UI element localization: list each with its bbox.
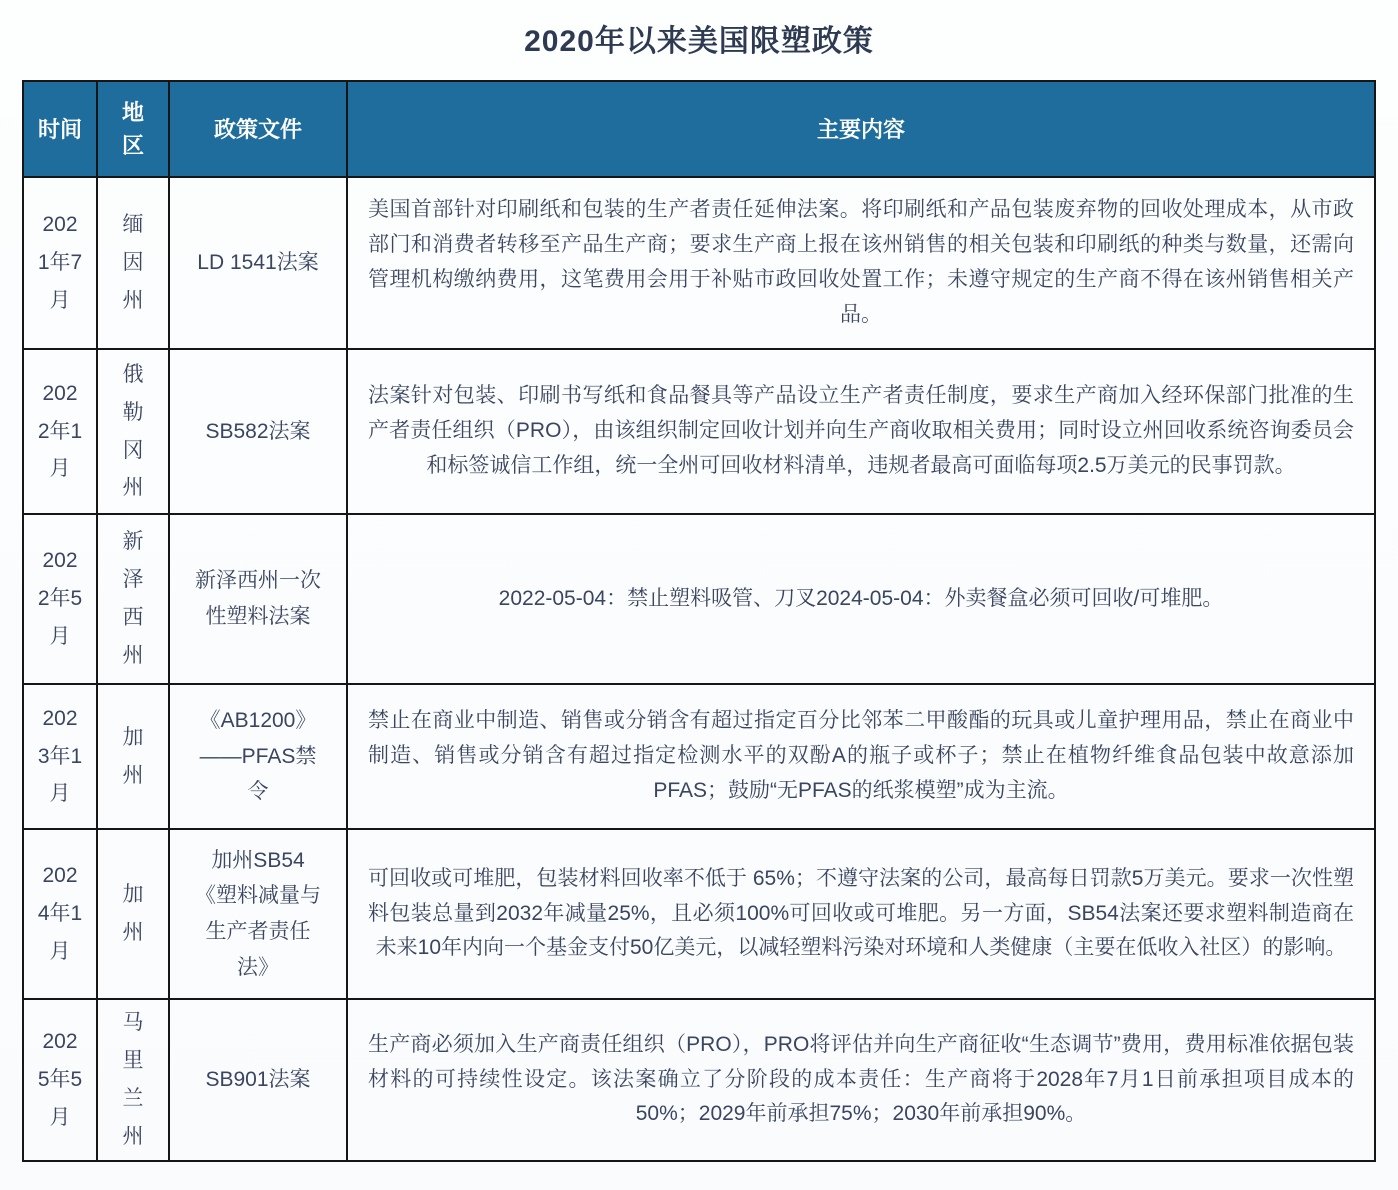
table-row <box>23 514 1375 684</box>
policy-cell: 加州SB54《塑料减量与生产者责任法》 <box>169 829 347 999</box>
header-row <box>23 81 1375 177</box>
policy-cell: SB582法案 <box>169 349 347 514</box>
time-cell: 2025年5月 <box>23 999 97 1161</box>
region-cell: 加州 <box>97 684 169 829</box>
table-row <box>23 999 1375 1161</box>
region-cell: 马里兰州 <box>97 999 169 1161</box>
region-cell: 俄勒冈州 <box>97 349 169 514</box>
table-row <box>23 684 1375 829</box>
policy-cell: 新泽西州一次性塑料法案 <box>169 514 347 684</box>
content-cell: 生产商必须加入生产商责任组织（PRO），PRO将评估并向生产商征收“生态调节”费用，费用标准依据包装材料的可持续性设定。该法案确立了分阶段的成本责任：生产商将于2028年7月1日前承担项目成本的50%；2029年前承担75%；2030年前承担90%。 <box>347 999 1375 1161</box>
content-cell: 可回收或可堆肥，包装材料回收率不低于 65%；不遵守法案的公司，最高每日罚款5万美元。要求一次性塑料包装总量到2032年减量25%，且必须100%可回收或可堆肥。另一方面，SB54法案还要求塑料制造商在未来10年内向一个基金支付50亿美元，以减轻塑料污染对环境和人类健康（主要在低收入社区）的影响。 <box>347 829 1375 999</box>
time-cell: 2023年1月 <box>23 684 97 829</box>
page-title: 2020年以来美国限塑政策 <box>524 25 874 58</box>
policy-cell: 《AB1200》——PFAS禁令 <box>169 684 347 829</box>
content-cell: 2022-05-04：禁止塑料吸管、刀叉2024-05-04：外卖餐盒必须可回收/可堆肥。 <box>347 514 1375 684</box>
content-cell: 法案针对包装、印刷书写纸和食品餐具等产品设立生产者责任制度，要求生产商加入经环保部门批准的生产者责任组织（PRO），由该组织制定回收计划并向生产商收取相关费用；同时设立州回收系统咨询委员会和标签诚信工作组，统一全州可回收材料清单，违规者最高可面临每项2.5万美元的民事罚款。 <box>347 349 1375 514</box>
col-header-time: 时间 <box>23 81 97 177</box>
policy-cell: LD 1541法案 <box>169 177 347 349</box>
time-cell: 2022年1月 <box>23 349 97 514</box>
policy-cell: SB901法案 <box>169 999 347 1161</box>
time-cell: 2022年5月 <box>23 514 97 684</box>
table-header <box>23 81 1375 177</box>
col-header-content: 主要内容 <box>347 81 1375 177</box>
time-cell: 2021年7月 <box>23 177 97 349</box>
table-body <box>23 177 1375 1161</box>
region-cell: 缅因州 <box>97 177 169 349</box>
region-cell: 新泽西州 <box>97 514 169 684</box>
time-cell: 2024年1月 <box>23 829 97 999</box>
content-cell: 美国首部针对印刷纸和包装的生产者责任延伸法案。将印刷纸和产品包装废弃物的回收处理成本，从市政部门和消费者转移至产品生产商；要求生产商上报在该州销售的相关包装和印刷纸的种类与数量，还需向管理机构缴纳费用，这笔费用会用于补贴市政回收处置工作；未遵守规定的生产商不得在该州销售相关产品。 <box>347 177 1375 349</box>
policy-table <box>22 80 1376 1162</box>
table-row <box>23 177 1375 349</box>
content-cell: 禁止在商业中制造、销售或分销含有超过指定百分比邻苯二甲酸酯的玩具或儿童护理用品，禁止在商业中制造、销售或分销含有超过指定检测水平的双酚A的瓶子或杯子；禁止在植物纤维食品包装中故意添加PFAS；鼓励“无PFAS的纸浆模塑”成为主流。 <box>347 684 1375 829</box>
region-cell: 加州 <box>97 829 169 999</box>
table-row <box>23 349 1375 514</box>
table-row <box>23 829 1375 999</box>
col-header-policy: 政策文件 <box>169 81 347 177</box>
col-header-region: 地区 <box>97 81 169 177</box>
